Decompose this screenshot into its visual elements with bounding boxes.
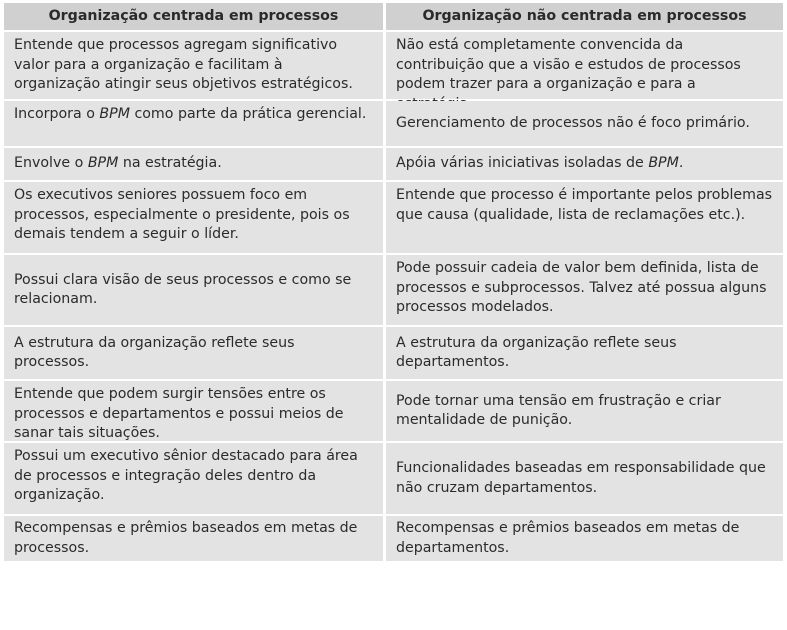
- row-6-left-text: A estrutura da organização reflete seus processos.: [14, 334, 295, 370]
- row-3-right: [386, 148, 783, 182]
- row-3-left: [4, 148, 386, 182]
- row-3-right-text: Apóia várias iniciativas isoladas de BPM.: [396, 155, 684, 172]
- row-6-right-text: A estrutura da organização reflete seus departamentos.: [396, 334, 677, 370]
- row-2-left-text: Incorpora o BPM como parte da prática gerencial.: [14, 106, 367, 122]
- row-8-left-text: Possui um executivo sênior destacado para área de processos e integração deles dentro da organização.: [14, 448, 358, 503]
- row-1-right-text: Não está completamente convencida da contribuição que a visão e estudos de processos podem trazer para a organização e para a: [396, 37, 741, 92]
- row-4-left: [4, 182, 386, 255]
- row-8-right-text: Funcionalidades baseadas em responsabilidade que não cruzam departamentos.: [396, 460, 766, 496]
- row-6-left: [4, 327, 386, 381]
- row-8-right: [386, 443, 783, 516]
- row-7-left: [4, 381, 386, 443]
- header-right-text: Organização não centrada em processos: [422, 7, 747, 24]
- header-left: [4, 3, 386, 32]
- row-2-left: [4, 101, 386, 148]
- row-4-right: [386, 182, 783, 255]
- row-7-right: [386, 381, 783, 443]
- row-4-left-text: Os executivos seniores possuem foco em processos, especialmente o presidente, pois os demais tendem a seguir o líder.: [14, 187, 350, 242]
- row-2-right: [386, 101, 783, 148]
- row-5-left: [4, 255, 386, 327]
- row-9-right: [386, 516, 783, 563]
- header-right: [386, 3, 783, 32]
- row-9-left-text: Recompensas e prêmios baseados em metas de processos.: [14, 520, 358, 556]
- comparison-table: [4, 3, 783, 563]
- row-6-right: [386, 327, 783, 381]
- row-5-left-text: Possui clara visão de seus processos e como se relacionam.: [14, 271, 352, 307]
- row-5-right-text: Pode possuir cadeia de valor bem definida, lista de processos e subprocessos. Talvez até possua alguns processos modelados.: [396, 260, 767, 315]
- row-9-right-text: Recompensas e prêmios baseados em metas de departamentos.: [396, 520, 740, 556]
- row-5-right: [386, 255, 783, 327]
- row-9-left: [4, 516, 386, 563]
- row-3-left-text: Envolve o BPM na estratégia.: [14, 155, 222, 172]
- row-1-left-text: Entende que processos agregam significativo valor para a organização e facilitam à organização atingir seus objetivos estratégicos.: [14, 37, 353, 92]
- row-1-right: [386, 32, 783, 101]
- row-7-left-text: Entende que podem surgir tensões entre os processos e departamentos e possui meios de sanar tais situações.: [14, 386, 344, 441]
- row-1-left: [4, 32, 386, 101]
- row-7-right-text: Pode tornar uma tensão em frustração e criar mentalidade de punição.: [396, 392, 721, 428]
- header-left-text: Organização centrada em processos: [48, 7, 339, 24]
- row-2-right-text: Gerenciamento de processos não é foco primário.: [396, 114, 750, 131]
- row-8-left: [4, 443, 386, 516]
- row-4-right-text: Entende que processo é importante pelos problemas que causa (qualidade, lista de reclamações etc.).: [396, 187, 773, 223]
